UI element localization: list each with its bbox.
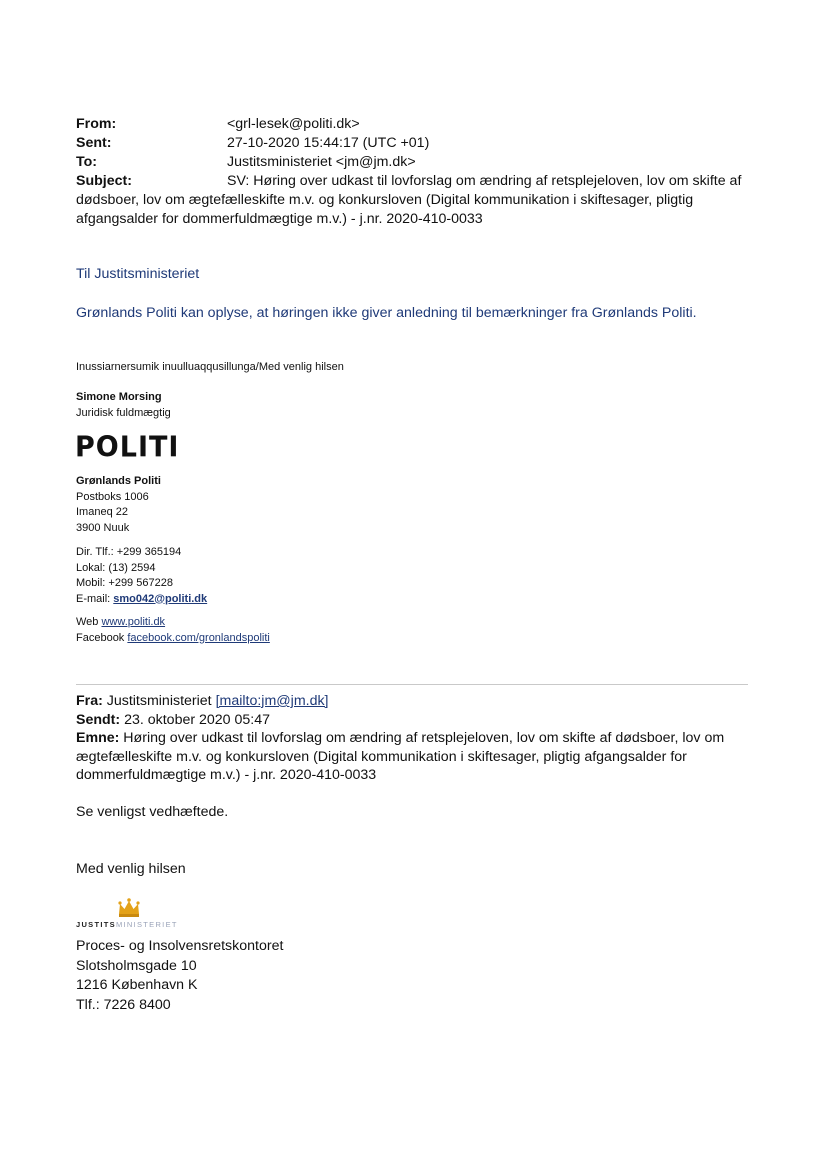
emne-line-2: ægtefælleskifte m.v. og konkursloven (Digital kommunikation i skiftesager, pligtig afgangsalder for bbox=[76, 748, 687, 765]
police-address bbox=[76, 474, 161, 536]
address-line-2: Imaneq 22 bbox=[76, 506, 128, 518]
signature-block bbox=[76, 390, 171, 421]
facebook-row bbox=[76, 631, 270, 647]
fra-row bbox=[76, 692, 756, 711]
forwarded-body: Se venligst vedhæftede. bbox=[76, 804, 229, 820]
sendt-row bbox=[76, 711, 756, 730]
contact-block bbox=[76, 545, 207, 607]
politi-logo: POLITI bbox=[75, 431, 180, 464]
signature-title: Juridisk fuldmægtig bbox=[76, 406, 171, 419]
from-label: From: bbox=[76, 116, 117, 132]
sent-row bbox=[76, 134, 756, 153]
sendt-label: Sendt: bbox=[76, 711, 121, 728]
jm-logo-light: MINISTERIET bbox=[115, 920, 178, 929]
sent-label: Sent: bbox=[76, 135, 112, 151]
mobile-phone: Mobil: +299 567228 bbox=[76, 577, 173, 589]
jm-logo-bold: JUSTITS bbox=[76, 920, 116, 929]
fra-mailto-link[interactable]: [mailto:jm@jm.dk] bbox=[215, 693, 329, 709]
facebook-label: Facebook bbox=[76, 631, 128, 644]
emne-line-1: Høring over udkast til lovforslag om ændring af retsplejeloven, lov om skifte af dødsboer, lov om bbox=[119, 730, 725, 746]
jm-street: Slotsholmsgade 10 bbox=[76, 957, 197, 974]
forwarded-closing: Med venlig hilsen bbox=[76, 861, 186, 877]
emne-label: Emne: bbox=[76, 730, 120, 746]
jm-address bbox=[76, 937, 283, 1015]
facebook-link[interactable]: facebook.com/gronlandspoliti bbox=[127, 631, 270, 644]
email-link[interactable]: smo042@politi.dk bbox=[113, 592, 208, 605]
jm-city: 1216 København K bbox=[76, 977, 198, 993]
web-block bbox=[76, 615, 270, 646]
address-line-3: 3900 Nuuk bbox=[76, 521, 130, 534]
local-phone: Lokal: (13) 2594 bbox=[76, 561, 156, 574]
from-row bbox=[76, 115, 756, 134]
from-value: <grl-lesek@politi.dk> bbox=[227, 116, 360, 132]
fra-label: Fra: bbox=[76, 693, 103, 709]
subject-row bbox=[76, 172, 756, 191]
fra-value: Justitsministeriet bbox=[102, 693, 216, 709]
to-value: Justitsministeriet <jm@jm.dk> bbox=[227, 154, 416, 170]
email-row bbox=[76, 592, 207, 608]
signature-name: Simone Morsing bbox=[76, 391, 162, 403]
subject-line-1: SV: Høring over udkast til lovforslag om ændring af retsplejeloven, lov om skifte af bbox=[227, 173, 742, 189]
to-row bbox=[76, 153, 756, 172]
email-label: E-mail: bbox=[76, 592, 114, 605]
web-link[interactable]: www.politi.dk bbox=[101, 616, 166, 628]
email-header bbox=[76, 115, 756, 229]
org-name: Grønlands Politi bbox=[76, 475, 161, 487]
sent-value: 27-10-2020 15:44:17 (UTC +01) bbox=[227, 135, 430, 151]
subject-line-3: afgangsalder for dommerfuldmægtige m.v.) - j.nr. 2020-410-0033 bbox=[76, 211, 483, 227]
forwarded-header bbox=[76, 692, 756, 785]
jm-logo-text bbox=[76, 920, 178, 929]
subject-line-2: dødsboer, lov om ægtefælleskifte m.v. og konkursloven (Digital kommunikation i skiftesager, pligtig bbox=[76, 192, 694, 208]
to-label: To: bbox=[76, 154, 98, 170]
message-divider bbox=[76, 684, 748, 685]
reply-greeting: Til Justitsministeriet bbox=[76, 266, 200, 282]
signature-closing: Inussiarnersumik inuulluaqqusillunga/Med venlig hilsen bbox=[76, 361, 344, 373]
jm-office: Proces- og Insolvensretskontoret bbox=[76, 938, 284, 954]
reply-body: Grønlands Politi kan oplyse, at høringen ikke giver anledning til bemærkninger fra Grønlands Politi. bbox=[76, 305, 697, 321]
address-line-1: Postboks 1006 bbox=[76, 490, 149, 503]
sendt-value: 23. oktober 2020 05:47 bbox=[120, 711, 271, 728]
web-row bbox=[76, 615, 270, 631]
jm-phone: Tlf.: 7226 8400 bbox=[76, 996, 171, 1013]
dir-phone: Dir. Tlf.: +299 365194 bbox=[76, 546, 182, 558]
emne-row bbox=[76, 729, 756, 748]
emne-line-3: dommerfuldmægtige m.v.) - j.nr. 2020-410-0033 bbox=[76, 767, 377, 783]
subject-label: Subject: bbox=[76, 173, 132, 189]
web-label: Web bbox=[76, 616, 102, 628]
